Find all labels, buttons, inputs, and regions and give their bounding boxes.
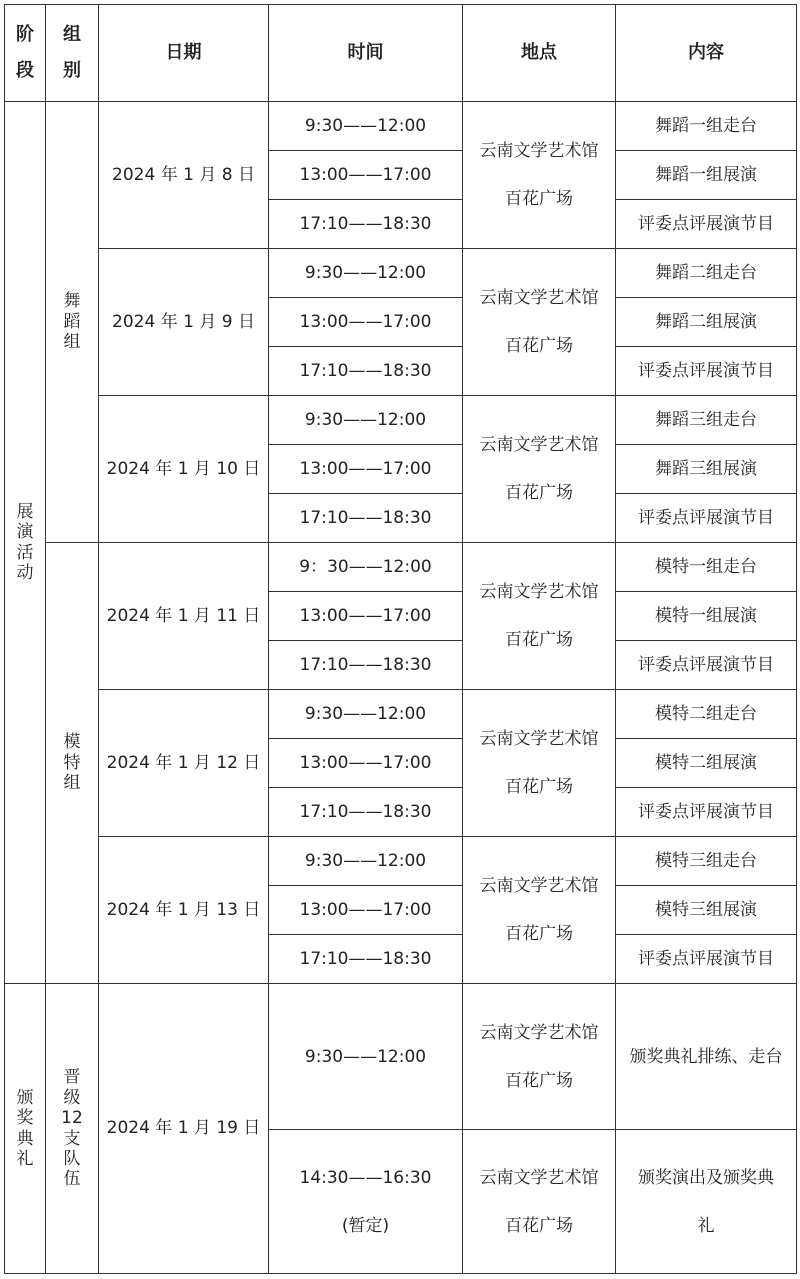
content-cell: 舞蹈二组走台: [616, 249, 797, 298]
group-char: 级: [63, 1087, 81, 1108]
location-cell: [463, 837, 616, 984]
time-cell: 13:00——17:00: [269, 592, 463, 641]
header-date: 日期: [99, 5, 269, 102]
location-cell: [463, 543, 616, 690]
location-cell: [463, 984, 616, 1130]
location-line: 百花广场: [505, 924, 573, 944]
time-cell: 9:30——12:00: [269, 249, 463, 298]
time-cell: 17:10——18:30: [269, 494, 463, 543]
content-cell: 舞蹈一组展演: [616, 151, 797, 200]
group-char: 模: [63, 732, 81, 753]
location-line: 百花广场: [505, 1070, 573, 1091]
ceremony-content-cell: [616, 984, 797, 1130]
schedule-row: [5, 837, 797, 886]
header-group: 组 别: [46, 5, 99, 102]
time-cell: 13:00——17:00: [269, 886, 463, 935]
location-cell: [463, 690, 616, 837]
schedule-row: [5, 543, 797, 592]
content-cell: 舞蹈三组走台: [616, 396, 797, 445]
time-cell: 9:30——12:00: [269, 690, 463, 739]
location-line: 百花广场: [505, 1215, 573, 1236]
header-stage: 阶 段: [5, 5, 46, 102]
date-cell: 2024 年 1 月 9 日: [99, 249, 269, 396]
content-cell: 评委点评展演节目: [616, 641, 797, 690]
time-cell: 17:10——18:30: [269, 641, 463, 690]
date-cell: 2024 年 1 月 10 日: [99, 396, 269, 543]
content-cell: 评委点评展演节目: [616, 200, 797, 249]
content-line: 颁奖典礼排练、走台: [629, 1046, 783, 1067]
content-line: 礼: [697, 1215, 715, 1236]
group-char: 组: [63, 332, 81, 353]
time-cell: 13:00——17:00: [269, 298, 463, 347]
location-line: 百花广场: [505, 336, 573, 356]
content-cell: 模特三组走台: [616, 837, 797, 886]
date-cell: 2024 年 1 月 11 日: [99, 543, 269, 690]
time-cell: 13:00——17:00: [269, 151, 463, 200]
schedule-table: [4, 4, 797, 1274]
time-cell: 9:30——12:00: [269, 396, 463, 445]
time-cell: 9:30——12:00: [269, 837, 463, 886]
content-cell: 舞蹈三组展演: [616, 445, 797, 494]
location-line: 云南文学艺术馆: [479, 876, 599, 896]
time-line: 14:30——16:30: [299, 1167, 432, 1188]
schedule-row: [5, 102, 797, 151]
time-line: (暂定): [341, 1215, 390, 1236]
location-cell: [463, 396, 616, 543]
stage-char: 典: [16, 1128, 34, 1149]
time-cell: 17:10——18:30: [269, 347, 463, 396]
group-finalists-cell: [46, 984, 99, 1274]
time-cell: 9：30——12:00: [269, 543, 463, 592]
stage-char: 礼: [16, 1148, 34, 1169]
time-cell: 9:30——12:00: [269, 102, 463, 151]
content-cell: 模特二组走台: [616, 690, 797, 739]
content-cell: 评委点评展演节目: [616, 494, 797, 543]
time-cell: 13:00——17:00: [269, 739, 463, 788]
group-char: 晋: [63, 1067, 81, 1088]
content-line: 颁奖演出及颁奖典: [638, 1167, 774, 1188]
location-line: 云南文学艺术馆: [479, 288, 599, 308]
schedule-row: [5, 396, 797, 445]
location-line: 云南文学艺术馆: [479, 435, 599, 455]
date-cell: 2024 年 1 月 12 日: [99, 690, 269, 837]
location-line: 百花广场: [505, 630, 573, 650]
content-cell: 舞蹈一组走台: [616, 102, 797, 151]
schedule-row: [5, 249, 797, 298]
stage-char: 活: [16, 542, 34, 563]
content-cell: 舞蹈二组展演: [616, 298, 797, 347]
group-char: 特: [63, 752, 81, 773]
content-cell: 评委点评展演节目: [616, 347, 797, 396]
group-char: 队: [63, 1148, 81, 1169]
ceremony-time-cell: [269, 1130, 463, 1274]
stage-char: 颁: [16, 1087, 34, 1108]
group-model-cell: [46, 543, 99, 984]
group-dance-cell: [46, 102, 99, 543]
stage-performance-cell: [5, 102, 46, 984]
schedule-body: [5, 5, 797, 1274]
time-line: 9:30——12:00: [304, 1046, 427, 1067]
content-cell: 模特二组展演: [616, 739, 797, 788]
group-char: 组: [63, 773, 81, 794]
location-cell: [463, 102, 616, 249]
content-cell: 模特三组展演: [616, 886, 797, 935]
schedule-row: [5, 690, 797, 739]
date-cell: 2024 年 1 月 13 日: [99, 837, 269, 984]
location-line: 云南文学艺术馆: [479, 729, 599, 749]
group-char: 12: [61, 1108, 83, 1129]
stage-char: 展: [16, 501, 34, 522]
header-time: 时间: [269, 5, 463, 102]
location-line: 百花广场: [505, 189, 573, 209]
location-line: 云南文学艺术馆: [479, 141, 599, 161]
header-location: 地点: [463, 5, 616, 102]
time-cell: 17:10——18:30: [269, 935, 463, 984]
ceremony-date-cell: 2024 年 1 月 19 日: [99, 984, 269, 1274]
stage-ceremony-cell: [5, 984, 46, 1274]
location-line: 云南文学艺术馆: [479, 1167, 599, 1188]
content-cell: 评委点评展演节目: [616, 935, 797, 984]
content-cell: 模特一组展演: [616, 592, 797, 641]
stage-char: 动: [16, 562, 34, 583]
content-cell: 评委点评展演节目: [616, 788, 797, 837]
ceremony-row: [5, 984, 797, 1130]
content-cell: 模特一组走台: [616, 543, 797, 592]
group-char: 支: [63, 1128, 81, 1149]
location-line: 云南文学艺术馆: [479, 1022, 599, 1043]
ceremony-time-cell: [269, 984, 463, 1130]
stage-char: 演: [16, 522, 34, 543]
header-content: 内容: [616, 5, 797, 102]
group-char: 蹈: [63, 311, 81, 332]
ceremony-content-cell: [616, 1130, 797, 1274]
group-char: 舞: [63, 291, 81, 312]
time-cell: 17:10——18:30: [269, 788, 463, 837]
header-row: [5, 5, 797, 102]
time-cell: 17:10——18:30: [269, 200, 463, 249]
location-line: 百花广场: [505, 483, 573, 503]
location-line: 云南文学艺术馆: [479, 582, 599, 602]
stage-char: 奖: [16, 1108, 34, 1129]
group-char: 伍: [63, 1169, 81, 1190]
date-cell: 2024 年 1 月 8 日: [99, 102, 269, 249]
location-cell: [463, 249, 616, 396]
location-line: 百花广场: [505, 777, 573, 797]
time-cell: 13:00——17:00: [269, 445, 463, 494]
location-cell: [463, 1130, 616, 1274]
